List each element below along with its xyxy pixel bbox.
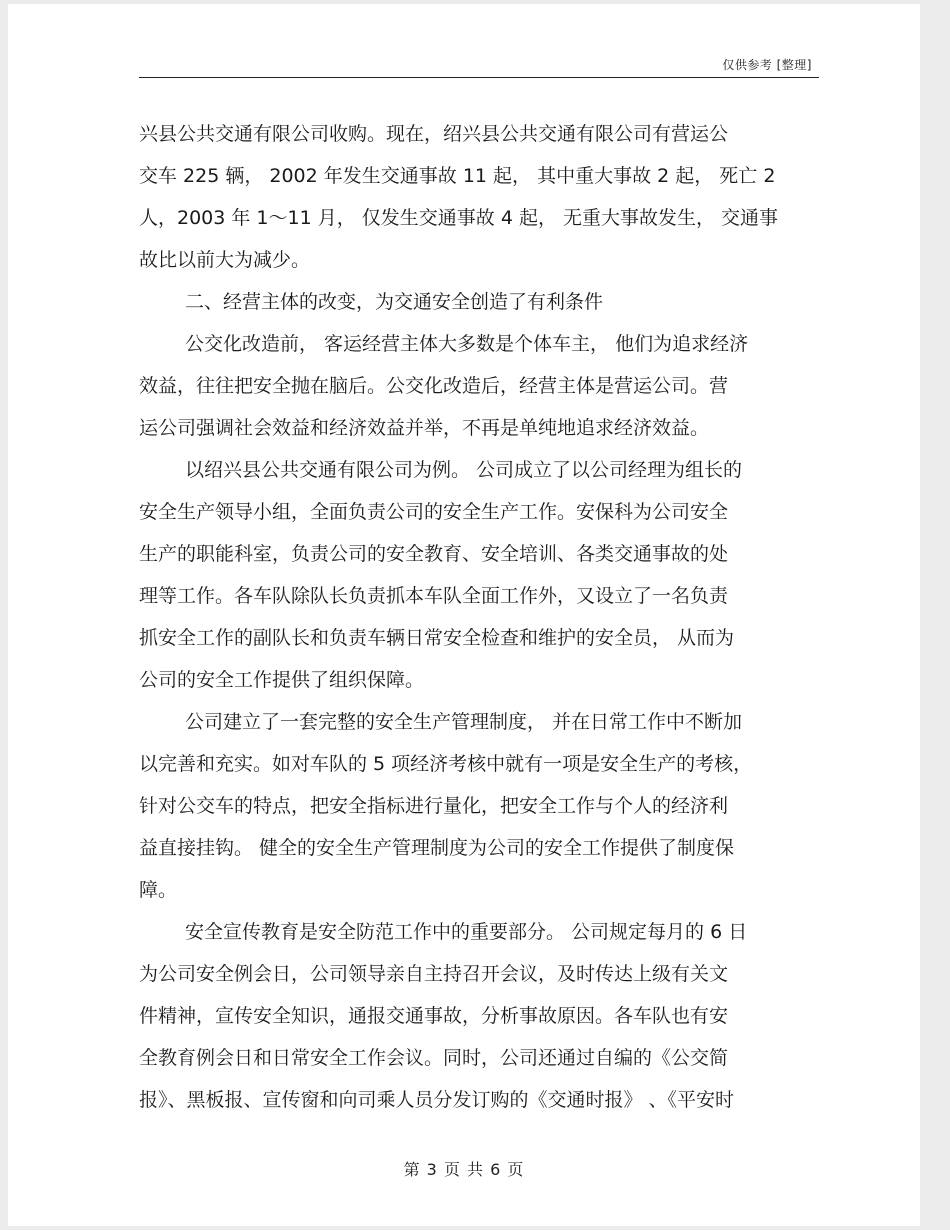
text-line: 效益，往往把安全抛在脑后。公交化改造后，经营主体是营运公司。营 — [139, 375, 729, 397]
text-line: 益直接挂钩。 健全的安全生产管理制度为公司的安全工作提供了制度保 — [139, 837, 735, 859]
text-line: 交车 225 辆， 2002 年发生交通事故 11 起， 其中重大事故 2 起， 死亡 2 — [139, 165, 776, 187]
header-divider — [139, 77, 819, 78]
text-line: 生产的职能科室，负责公司的安全教育、安全培训、各类交通事故的处 — [139, 543, 729, 565]
text-line: 报》、黑板报、宣传窗和向司乘人员分发订购的《交通时报》 、《平安时 — [139, 1089, 735, 1111]
text-line: 针对公交车的特点，把安全指标进行量化，把安全工作与个人的经济利 — [139, 795, 729, 817]
text-line: 件精神，宣传安全知识，通报交通事故，分析事故原因。各车队也有安 — [139, 1005, 729, 1027]
document-page — [8, 4, 920, 1226]
text-line: 抓安全工作的副队长和负责车辆日常安全检查和维护的安全员， 从而为 — [139, 627, 735, 649]
header-note: 仅供参考 [整理] — [722, 58, 812, 72]
text-line: 以绍兴县公共交通有限公司为例。 公司成立了以公司经理为组长的 — [185, 459, 743, 481]
text-line: 二、经营主体的改变，为交通安全创造了有利条件 — [185, 291, 604, 313]
text-line: 以完善和充实。如对车队的 5 项经济考核中就有一项是安全生产的考核， — [139, 753, 753, 775]
text-line: 公交化改造前， 客运经营主体大多数是个体车主， 他们为追求经济 — [185, 333, 749, 355]
text-line: 安全宣传教育是安全防范工作中的重要部分。 公司规定每月的 6 日 — [185, 921, 748, 943]
text-line: 障。 — [139, 879, 178, 901]
text-line: 公司的安全工作提供了组织保障。 — [139, 669, 425, 691]
text-line: 公司建立了一套完整的安全生产管理制度， 并在日常工作中不断加 — [185, 711, 743, 733]
body-text — [139, 113, 819, 1121]
text-line: 安全生产领导小组，全面负责公司的安全生产工作。安保科为公司安全 — [139, 501, 729, 523]
text-line: 为公司安全例会日，公司领导亲自主持召开会议，及时传达上级有关文 — [139, 963, 729, 985]
text-line: 理等工作。各车队除队长负责抓本车队全面工作外，又设立了一名负责 — [139, 585, 729, 607]
text-line: 兴县公共交通有限公司收购。现在，绍兴县公共交通有限公司有营运公 — [139, 123, 729, 145]
text-line: 运公司强调社会效益和经济效益并举，不再是单纯地追求经济效益。 — [139, 417, 710, 439]
text-line: 全教育例会日和日常安全工作会议。同时，公司还通过自编的《公交简 — [139, 1047, 729, 1069]
text-line: 人，2003 年 1～11 月， 仅发生交通事故 4 起， 无重大事故发生， 交通事 — [139, 207, 779, 229]
page-number-footer: 第 3 页 共 6 页 — [403, 1160, 525, 1179]
text-line: 故比以前大为减少。 — [139, 249, 311, 271]
